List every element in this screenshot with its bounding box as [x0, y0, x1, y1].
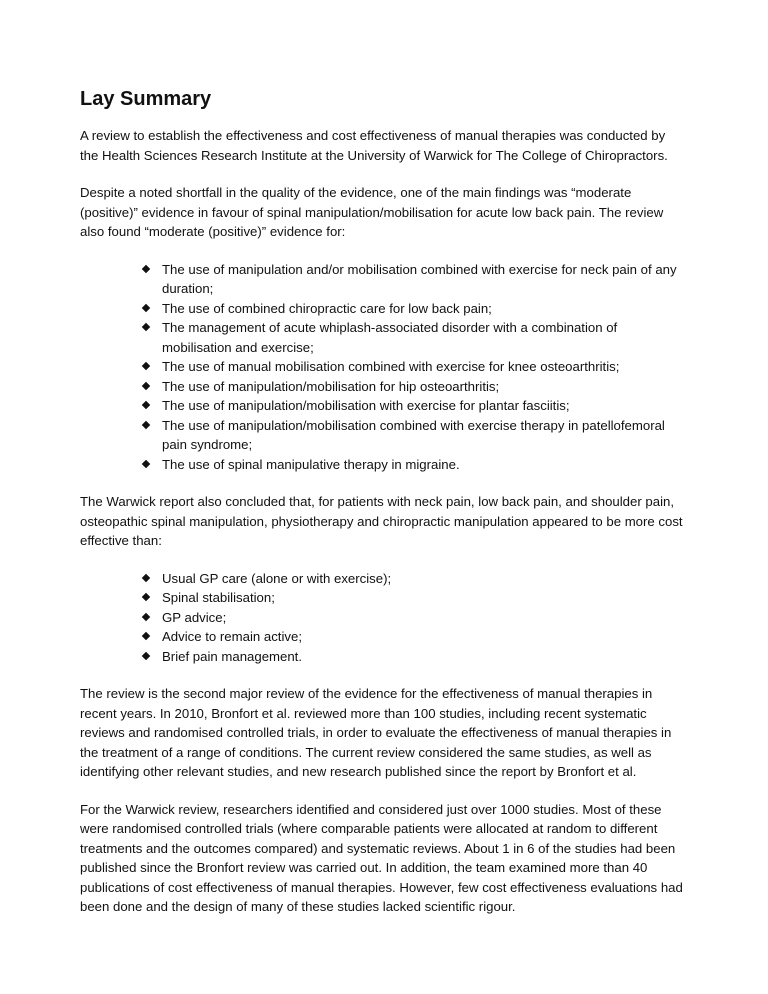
- background-paragraph: The review is the second major review of the evidence for the effectiveness of manual therapies in recent years. In 2010, Bronfort et al. reviewed more than 100 studies, including recent systematic reviews and randomised controlled trials, in order to evaluate the effectiveness of manual therapies in the treatment of a range of conditions. The current review considered the same studies, as well as identifying other relevant studies, and new research published since the report by Bronfort et al.: [80, 686, 672, 779]
- diamond-bullet-icon: [142, 420, 150, 428]
- list-item: The use of manipulation and/or mobilisation combined with exercise for neck pain of any duration;: [143, 260, 684, 299]
- diamond-bullet-icon: [142, 264, 150, 272]
- intro-paragraph: A review to establish the effectiveness and cost effectiveness of manual therapies was conducted by the Health Sciences Research Institute at the University of Warwick for The College of Chiropractors.: [80, 128, 668, 163]
- list-item: The use of manipulation/mobilisation for hip osteoarthritis;: [143, 377, 684, 397]
- list-item: The management of acute whiplash-associated disorder with a combination of mobilisation and exercise;: [143, 318, 684, 357]
- diamond-bullet-icon: [142, 362, 150, 370]
- diamond-bullet-icon: [142, 303, 150, 311]
- list-item: Usual GP care (alone or with exercise);: [143, 569, 684, 589]
- list-item: The use of combined chiropractic care for low back pain;: [143, 299, 684, 319]
- list-item: GP advice;: [143, 608, 684, 628]
- methods-paragraph: For the Warwick review, researchers identified and considered just over 1000 studies. Most of these were randomised controlled trials (where comparable patients were allocated at random to different treatments and the outcomes compared) and systematic reviews. About 1 in 6 of the studies had been published since the Bronfort review was carried out. In addition, the team examined more than 40 publications of cost effectiveness of manual therapies. However, few cost effectiveness evaluations had been done and the design of many of these studies lacked scientific rigour.: [80, 801, 683, 914]
- diamond-bullet-icon: [142, 593, 150, 601]
- list-item: Advice to remain active;: [143, 627, 684, 647]
- diamond-bullet-icon: [142, 632, 150, 640]
- diamond-bullet-icon: [142, 459, 150, 467]
- diamond-bullet-icon: [142, 573, 150, 581]
- findings-paragraph: Despite a noted shortfall in the quality of the evidence, one of the main findings was “moderate (positive)” evidence in favour of spinal manipulation/mobilisation for acute low back pain. The review also found “moderate (positive)” evidence for:: [80, 185, 664, 239]
- diamond-bullet-icon: [142, 323, 150, 331]
- diamond-bullet-icon: [142, 651, 150, 659]
- list-item: Brief pain management.: [143, 647, 684, 667]
- diamond-bullet-icon: [142, 401, 150, 409]
- diamond-bullet-icon: [142, 612, 150, 620]
- list-item: The use of spinal manipulative therapy in migraine.: [143, 455, 684, 475]
- cost-comparison-list: [80, 569, 684, 667]
- list-item: The use of manual mobilisation combined with exercise for knee osteoarthritis;: [143, 357, 684, 377]
- list-item: Spinal stabilisation;: [143, 588, 684, 608]
- list-item: The use of manipulation/mobilisation combined with exercise therapy in patellofemoral pain syndrome;: [143, 416, 684, 455]
- page-title: Lay Summary: [80, 88, 212, 110]
- cost-effectiveness-paragraph: The Warwick report also concluded that, for patients with neck pain, low back pain, and shoulder pain, osteopathic spinal manipulation, physiotherapy and chiropractic manipulation appeared to be more cost effective than:: [80, 494, 683, 548]
- evidence-list: [80, 260, 684, 475]
- list-item: The use of manipulation/mobilisation with exercise for plantar fasciitis;: [143, 396, 684, 416]
- diamond-bullet-icon: [142, 381, 150, 389]
